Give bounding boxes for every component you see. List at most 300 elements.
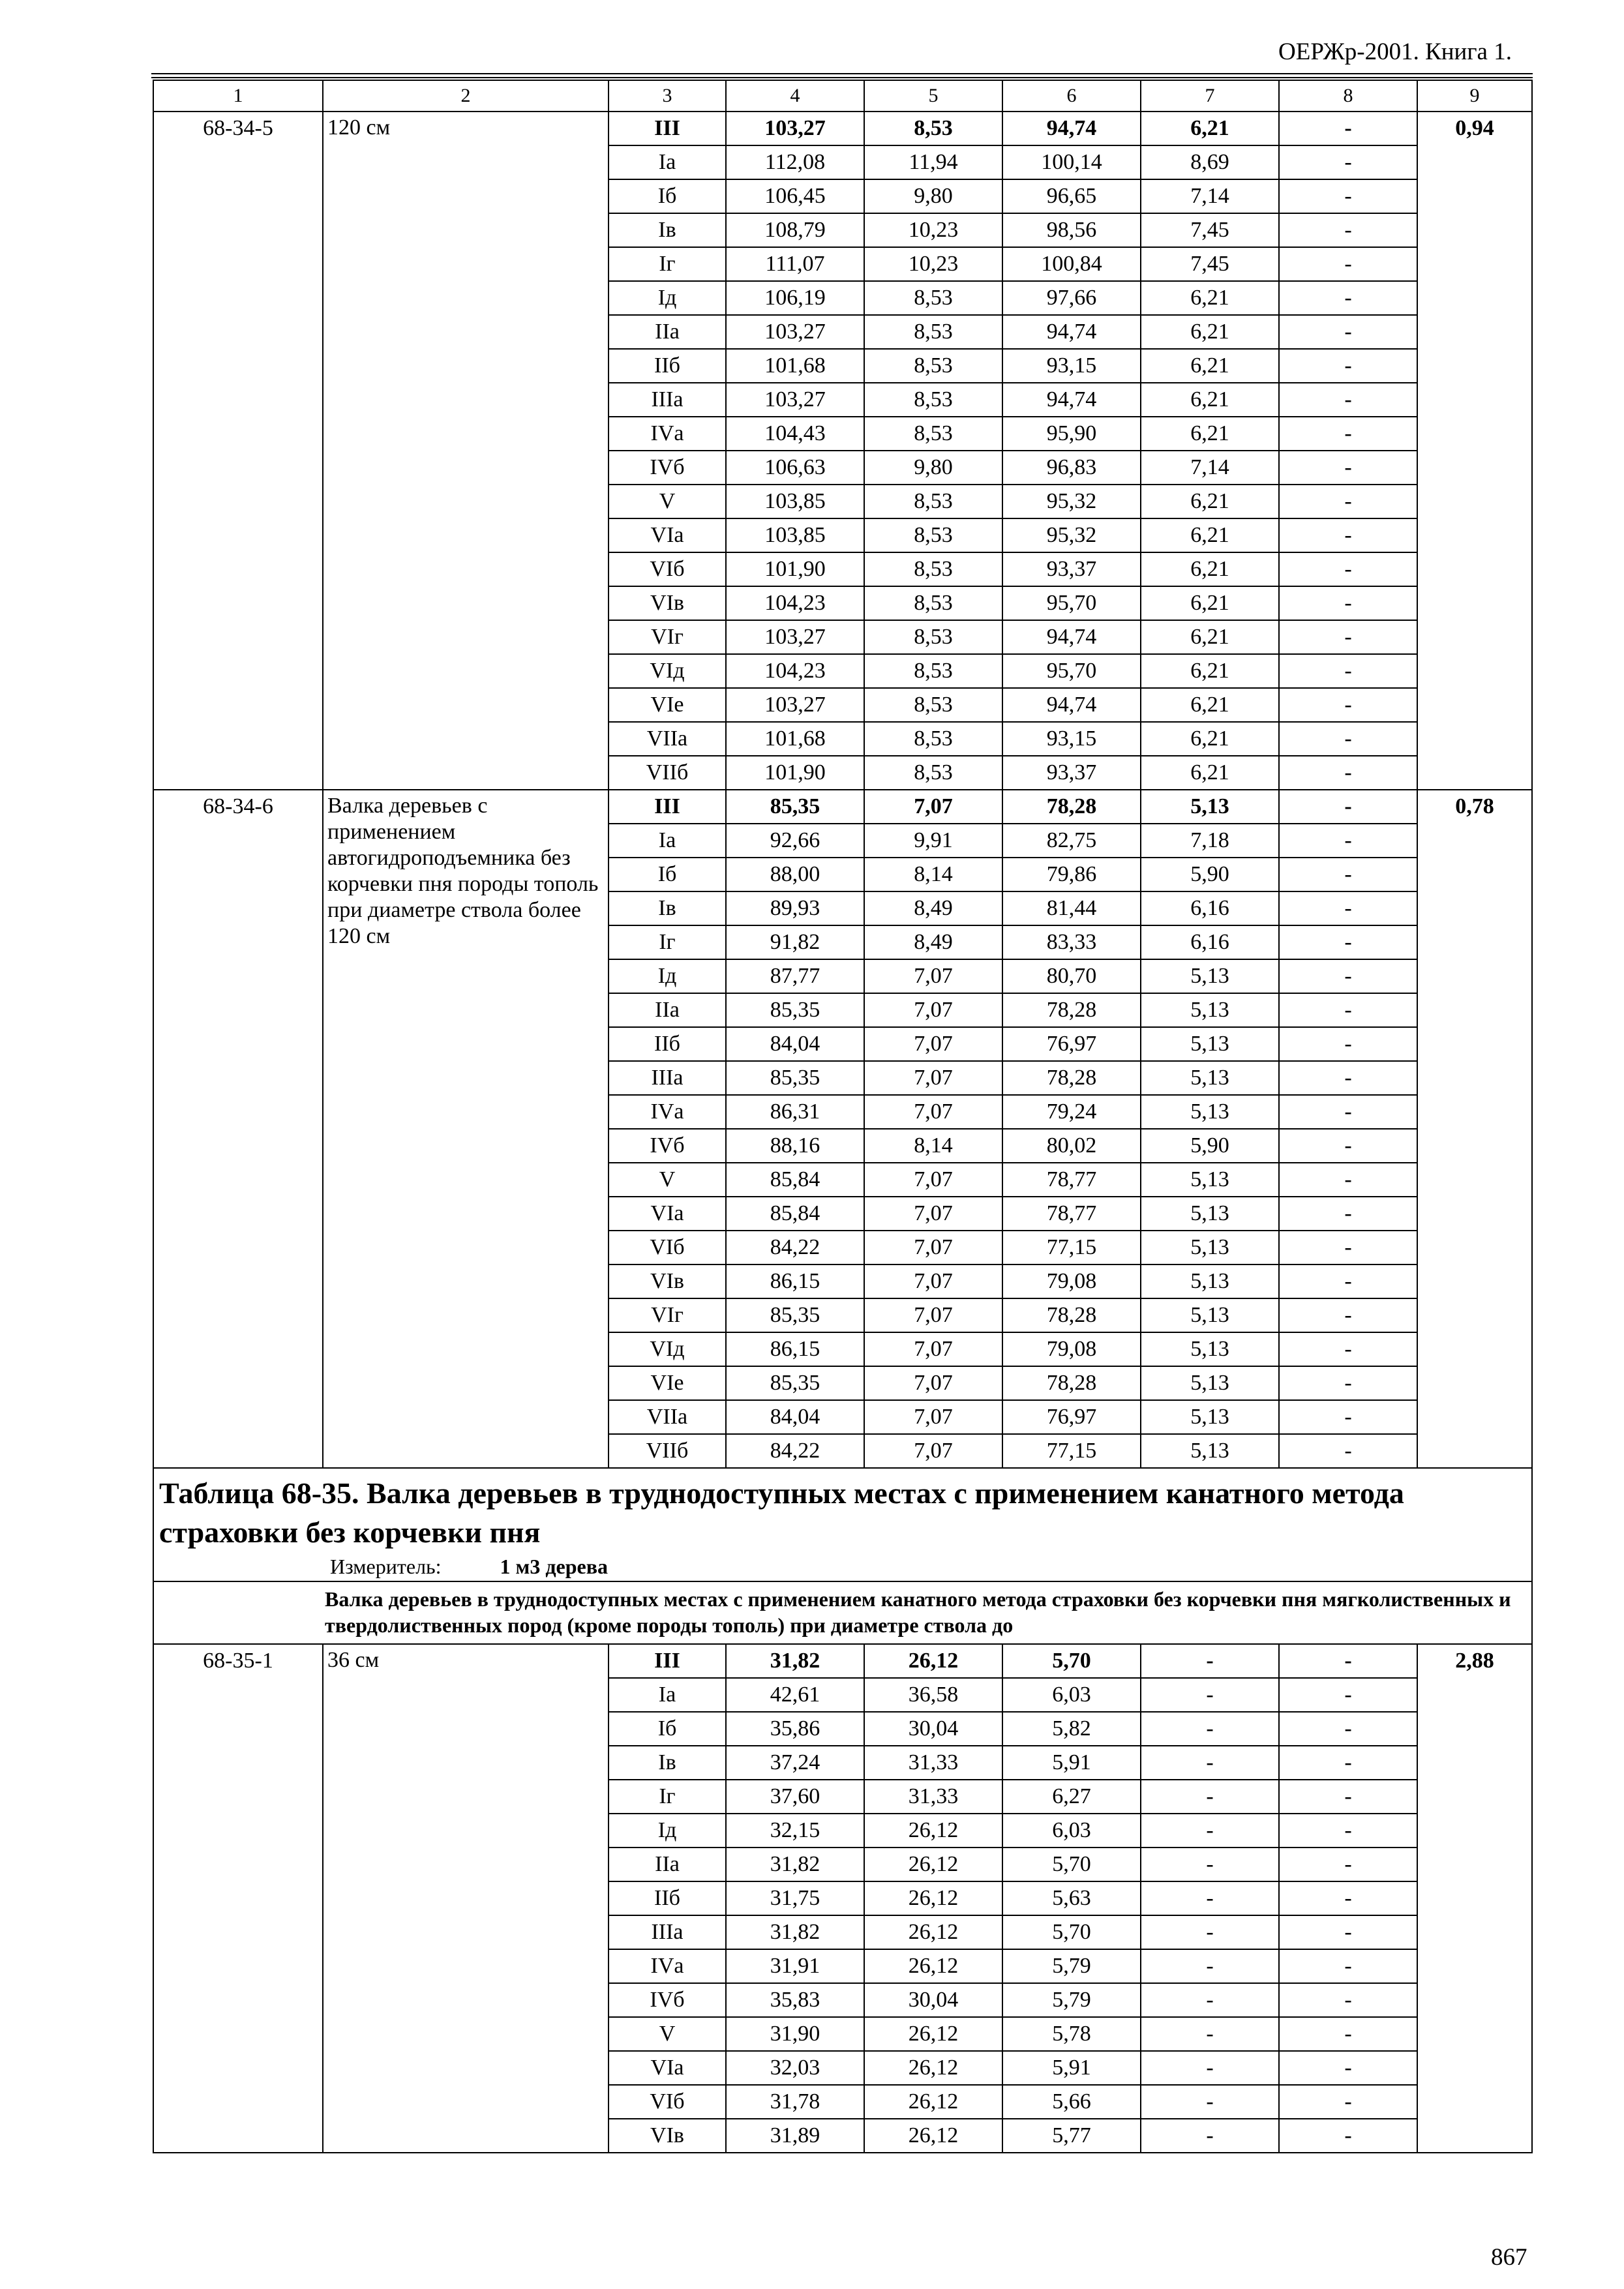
value-cell: - [1279, 179, 1417, 213]
value-cell: 86,15 [726, 1264, 864, 1298]
value-cell: 79,24 [1002, 1095, 1141, 1129]
value-cell: 36,58 [864, 1678, 1002, 1712]
value-cell: 6,21 [1141, 485, 1279, 518]
value-cell: 6,16 [1141, 891, 1279, 925]
value-cell: 31,33 [864, 1746, 1002, 1780]
zone-cell: VIб [609, 2085, 726, 2119]
value-cell: 101,90 [726, 756, 864, 790]
value-cell: 6,21 [1141, 722, 1279, 756]
value-cell: - [1279, 518, 1417, 552]
zone-cell: Iг [609, 1780, 726, 1814]
value-cell: - [1279, 1814, 1417, 1848]
value-cell: 93,37 [1002, 756, 1141, 790]
value-cell: - [1279, 925, 1417, 959]
value-cell: 32,03 [726, 2051, 864, 2085]
value-cell: 9,80 [864, 451, 1002, 485]
zone-cell: IIIа [609, 383, 726, 417]
value-cell: 26,12 [864, 2017, 1002, 2051]
value-cell: 108,79 [726, 213, 864, 247]
value-cell: 93,15 [1002, 722, 1141, 756]
zone-cell: IIа [609, 1848, 726, 1881]
value-cell: 31,90 [726, 2017, 864, 2051]
value-cell: 8,53 [864, 722, 1002, 756]
zone-cell: VIв [609, 1264, 726, 1298]
value-cell: 80,70 [1002, 959, 1141, 993]
value-cell: - [1279, 756, 1417, 790]
value-cell: 5,13 [1141, 1264, 1279, 1298]
value-cell: 6,16 [1141, 925, 1279, 959]
value-cell: 106,63 [726, 451, 864, 485]
value-cell: - [1279, 552, 1417, 586]
value-cell: - [1279, 213, 1417, 247]
value-cell: 5,13 [1141, 1366, 1279, 1400]
value-cell: 42,61 [726, 1678, 864, 1712]
value-cell: - [1141, 2119, 1279, 2153]
value-cell: 95,70 [1002, 586, 1141, 620]
value-cell: 84,22 [726, 1434, 864, 1468]
value-cell: 5,13 [1141, 1332, 1279, 1366]
zone-cell: Iб [609, 1712, 726, 1746]
value-cell: 31,89 [726, 2119, 864, 2153]
value-cell: 6,27 [1002, 1780, 1141, 1814]
value-cell: 6,03 [1002, 1814, 1141, 1848]
zone-cell: Iд [609, 959, 726, 993]
value-cell: 11,94 [864, 145, 1002, 179]
value-cell: 6,21 [1141, 417, 1279, 451]
zone-cell: VIг [609, 620, 726, 654]
value-cell: 32,15 [726, 1814, 864, 1848]
value-cell: 84,22 [726, 1231, 864, 1264]
value-cell: 5,79 [1002, 1949, 1141, 1983]
value-cell: 5,63 [1002, 1881, 1141, 1915]
zone-cell: IVа [609, 417, 726, 451]
value-cell: 37,24 [726, 1746, 864, 1780]
value-cell: 104,23 [726, 586, 864, 620]
rate-description: 120 см [323, 112, 609, 790]
value-cell: 79,86 [1002, 858, 1141, 891]
zone-cell: IIа [609, 993, 726, 1027]
value-cell: 5,13 [1141, 1095, 1279, 1129]
value-cell: - [1279, 349, 1417, 383]
value-cell: - [1141, 1780, 1279, 1814]
value-cell: - [1279, 417, 1417, 451]
zone-cell: Iд [609, 1814, 726, 1848]
zone-cell: VIIа [609, 722, 726, 756]
value-cell: - [1279, 1366, 1417, 1400]
zone-cell: VIб [609, 1231, 726, 1264]
value-cell: - [1279, 824, 1417, 858]
value-cell: 5,13 [1141, 1027, 1279, 1061]
value-cell: 103,85 [726, 485, 864, 518]
value-cell: 7,07 [864, 790, 1002, 824]
column-number: 6 [1002, 80, 1141, 112]
value-cell: - [1279, 451, 1417, 485]
value-cell: 80,02 [1002, 1129, 1141, 1163]
value-cell: 83,33 [1002, 925, 1141, 959]
value-cell: 7,07 [864, 1400, 1002, 1434]
measure-line [159, 1552, 1526, 1581]
value-cell: 6,21 [1141, 620, 1279, 654]
page-number: 867 [1491, 2244, 1527, 2271]
zone-cell: V [609, 2017, 726, 2051]
value-cell: - [1279, 2051, 1417, 2085]
table-body [153, 80, 1532, 2153]
value-cell: 85,84 [726, 1197, 864, 1231]
value-cell: - [1141, 1644, 1279, 1678]
value-cell: 5,70 [1002, 1848, 1141, 1881]
zone-cell: Iа [609, 1678, 726, 1712]
value-cell: - [1279, 688, 1417, 722]
value-cell: 8,53 [864, 756, 1002, 790]
zone-cell: VIг [609, 1298, 726, 1332]
value-cell: 79,08 [1002, 1332, 1141, 1366]
value-cell: 8,53 [864, 349, 1002, 383]
value-cell: 5,78 [1002, 2017, 1141, 2051]
value-cell: - [1279, 1712, 1417, 1746]
value-cell: - [1141, 1915, 1279, 1949]
zone-cell: Iг [609, 247, 726, 281]
value-cell: 5,13 [1141, 959, 1279, 993]
value-cell: - [1279, 1095, 1417, 1129]
value-cell: 5,13 [1141, 1400, 1279, 1434]
value-cell: - [1141, 1712, 1279, 1746]
zone-cell: V [609, 1163, 726, 1197]
value-cell: 76,97 [1002, 1027, 1141, 1061]
value-cell: 101,68 [726, 349, 864, 383]
value-cell: 7,07 [864, 1434, 1002, 1468]
value-cell: - [1279, 790, 1417, 824]
value-cell: - [1279, 1264, 1417, 1298]
value-cell: - [1279, 1027, 1417, 1061]
value-cell: - [1279, 1298, 1417, 1332]
value-cell: - [1279, 1400, 1417, 1434]
zone-cell: VIIа [609, 1400, 726, 1434]
zone-cell: VIв [609, 586, 726, 620]
value-cell: - [1279, 1881, 1417, 1915]
header-rule [151, 73, 1533, 78]
value-cell: 5,70 [1002, 1915, 1141, 1949]
value-cell: 78,28 [1002, 1061, 1141, 1095]
value-cell: - [1279, 2017, 1417, 2051]
zone-cell: VIа [609, 1197, 726, 1231]
rate-description: 36 см [323, 1644, 609, 2153]
value-cell: 6,21 [1141, 349, 1279, 383]
value-cell: 79,08 [1002, 1264, 1141, 1298]
value-cell: 84,04 [726, 1400, 864, 1434]
column-number: 7 [1141, 80, 1279, 112]
total-value: 0,78 [1417, 790, 1532, 1468]
value-cell: 8,69 [1141, 145, 1279, 179]
value-cell: 6,21 [1141, 586, 1279, 620]
value-cell: 94,74 [1002, 112, 1141, 145]
value-cell: 8,53 [864, 112, 1002, 145]
value-cell: - [1279, 1644, 1417, 1678]
value-cell: 104,23 [726, 654, 864, 688]
column-number: 3 [609, 80, 726, 112]
zone-cell: VIIб [609, 756, 726, 790]
value-cell: - [1279, 858, 1417, 891]
value-cell: 5,66 [1002, 2085, 1141, 2119]
zone-cell: Iб [609, 179, 726, 213]
value-cell: 8,53 [864, 586, 1002, 620]
value-cell: - [1141, 1678, 1279, 1712]
value-cell: 9,80 [864, 179, 1002, 213]
sub-heading-row [153, 1581, 1532, 1644]
zone-cell: Iг [609, 925, 726, 959]
value-cell: 8,53 [864, 552, 1002, 586]
value-cell: 5,82 [1002, 1712, 1141, 1746]
value-cell: 94,74 [1002, 620, 1141, 654]
table-title-row [153, 1468, 1532, 1581]
page-header: ОЕРЖр-2001. Книга 1. [1278, 38, 1512, 65]
value-cell: - [1141, 2085, 1279, 2119]
zone-cell: Iв [609, 891, 726, 925]
rate-code: 68-34-5 [153, 112, 323, 790]
value-cell: 5,91 [1002, 2051, 1141, 2085]
value-cell: 94,74 [1002, 688, 1141, 722]
value-cell: 5,13 [1141, 1434, 1279, 1468]
value-cell: 31,33 [864, 1780, 1002, 1814]
value-cell: 8,49 [864, 925, 1002, 959]
value-cell: 103,27 [726, 112, 864, 145]
value-cell: 7,45 [1141, 213, 1279, 247]
value-cell: 6,21 [1141, 688, 1279, 722]
rates-table [153, 80, 1533, 2153]
zone-cell: IVб [609, 451, 726, 485]
value-cell: 85,35 [726, 790, 864, 824]
value-cell: 87,77 [726, 959, 864, 993]
value-cell: - [1141, 2051, 1279, 2085]
value-cell: 7,07 [864, 1366, 1002, 1400]
value-cell: 7,45 [1141, 247, 1279, 281]
value-cell: 8,53 [864, 485, 1002, 518]
value-cell: - [1279, 1163, 1417, 1197]
value-cell: - [1279, 1915, 1417, 1949]
zone-cell: VIб [609, 552, 726, 586]
value-cell: - [1279, 959, 1417, 993]
measure-value: 1 м3 дерева [500, 1555, 608, 1578]
zone-cell: Iв [609, 1746, 726, 1780]
value-cell: 98,56 [1002, 213, 1141, 247]
zone-cell: V [609, 485, 726, 518]
value-cell: 92,66 [726, 824, 864, 858]
value-cell: 8,53 [864, 620, 1002, 654]
value-cell: 7,07 [864, 959, 1002, 993]
value-cell: 6,21 [1141, 518, 1279, 552]
value-cell: 95,32 [1002, 485, 1141, 518]
zone-cell: IIб [609, 1881, 726, 1915]
value-cell: 35,86 [726, 1712, 864, 1746]
value-cell: 103,27 [726, 688, 864, 722]
value-cell: 26,12 [864, 1915, 1002, 1949]
value-cell: 97,66 [1002, 281, 1141, 315]
zone-cell: IIIа [609, 1061, 726, 1095]
value-cell: 96,65 [1002, 179, 1141, 213]
value-cell: 86,31 [726, 1095, 864, 1129]
value-cell: 7,07 [864, 1061, 1002, 1095]
value-cell: 31,78 [726, 2085, 864, 2119]
value-cell: 31,75 [726, 1881, 864, 1915]
value-cell: 7,07 [864, 1231, 1002, 1264]
value-cell: 8,53 [864, 281, 1002, 315]
value-cell: 7,07 [864, 1095, 1002, 1129]
rate-code: 68-34-6 [153, 790, 323, 1468]
value-cell: - [1279, 620, 1417, 654]
value-cell: 26,12 [864, 2119, 1002, 2153]
value-cell: 7,07 [864, 993, 1002, 1027]
value-cell: 77,15 [1002, 1231, 1141, 1264]
value-cell: - [1141, 1949, 1279, 1983]
value-cell: 26,12 [864, 1881, 1002, 1915]
value-cell: 96,83 [1002, 451, 1141, 485]
zone-cell: VIе [609, 688, 726, 722]
value-cell: 5,91 [1002, 1746, 1141, 1780]
value-cell: - [1279, 891, 1417, 925]
value-cell: 93,37 [1002, 552, 1141, 586]
value-cell: 88,00 [726, 858, 864, 891]
value-cell: 7,14 [1141, 179, 1279, 213]
value-cell: 101,90 [726, 552, 864, 586]
value-cell: 78,28 [1002, 1298, 1141, 1332]
zone-cell: Iд [609, 281, 726, 315]
value-cell: 82,75 [1002, 824, 1141, 858]
value-cell: 81,44 [1002, 891, 1141, 925]
value-cell: 101,68 [726, 722, 864, 756]
value-cell: 111,07 [726, 247, 864, 281]
value-cell: 6,21 [1141, 112, 1279, 145]
value-cell: 78,77 [1002, 1197, 1141, 1231]
value-cell: 95,70 [1002, 654, 1141, 688]
value-cell: 5,90 [1141, 1129, 1279, 1163]
column-number: 9 [1417, 80, 1532, 112]
value-cell: 8,53 [864, 654, 1002, 688]
value-cell: 6,21 [1141, 281, 1279, 315]
zone-cell: VIа [609, 2051, 726, 2085]
value-cell: - [1141, 1983, 1279, 2017]
value-cell: 7,07 [864, 1197, 1002, 1231]
value-cell: 7,18 [1141, 824, 1279, 858]
value-cell: 5,77 [1002, 2119, 1141, 2153]
value-cell: - [1279, 281, 1417, 315]
value-cell: 6,21 [1141, 654, 1279, 688]
column-number: 5 [864, 80, 1002, 112]
value-cell: 8,53 [864, 518, 1002, 552]
value-cell: 7,07 [864, 1264, 1002, 1298]
value-cell: - [1141, 1848, 1279, 1881]
value-cell: 10,23 [864, 247, 1002, 281]
value-cell: - [1279, 1949, 1417, 1983]
value-cell: 78,28 [1002, 790, 1141, 824]
value-cell: 31,82 [726, 1848, 864, 1881]
value-cell: 8,49 [864, 891, 1002, 925]
table-row [153, 1644, 1532, 1678]
value-cell: 7,14 [1141, 451, 1279, 485]
value-cell: - [1141, 1746, 1279, 1780]
value-cell: - [1279, 1129, 1417, 1163]
value-cell: 5,13 [1141, 1163, 1279, 1197]
value-cell: 31,91 [726, 1949, 864, 1983]
value-cell: - [1279, 586, 1417, 620]
value-cell: 88,16 [726, 1129, 864, 1163]
value-cell: 6,21 [1141, 552, 1279, 586]
value-cell: 26,12 [864, 2051, 1002, 2085]
value-cell: 8,53 [864, 315, 1002, 349]
value-cell: 31,82 [726, 1644, 864, 1678]
value-cell: 103,27 [726, 383, 864, 417]
value-cell: - [1279, 654, 1417, 688]
value-cell: 10,23 [864, 213, 1002, 247]
table-title: Таблица 68-35. Валка деревьев в труднодоступных местах с применением канатного метода страховки без корчевки пня [159, 1476, 1404, 1549]
total-value: 2,88 [1417, 1644, 1532, 2153]
value-cell: 37,60 [726, 1780, 864, 1814]
rate-code: 68-35-1 [153, 1644, 323, 2153]
zone-cell: IIа [609, 315, 726, 349]
value-cell: - [1279, 1231, 1417, 1264]
value-cell: 94,74 [1002, 383, 1141, 417]
value-cell: 5,13 [1141, 790, 1279, 824]
value-cell: - [1279, 145, 1417, 179]
value-cell: 8,53 [864, 688, 1002, 722]
column-number: 2 [323, 80, 609, 112]
value-cell: - [1279, 1434, 1417, 1468]
value-cell: - [1141, 2017, 1279, 2051]
table-row [153, 790, 1532, 824]
value-cell: 7,07 [864, 1027, 1002, 1061]
zone-cell: III [609, 112, 726, 145]
value-cell: 5,90 [1141, 858, 1279, 891]
value-cell: 85,35 [726, 993, 864, 1027]
value-cell: 8,53 [864, 417, 1002, 451]
value-cell: 95,90 [1002, 417, 1141, 451]
zone-cell: III [609, 1644, 726, 1678]
value-cell: 78,77 [1002, 1163, 1141, 1197]
value-cell: 30,04 [864, 1712, 1002, 1746]
zone-cell: VIд [609, 654, 726, 688]
value-cell: - [1279, 2085, 1417, 2119]
zone-cell: IIб [609, 349, 726, 383]
column-number: 4 [726, 80, 864, 112]
value-cell: 77,15 [1002, 1434, 1141, 1468]
value-cell: 104,43 [726, 417, 864, 451]
value-cell: 8,53 [864, 383, 1002, 417]
zone-cell: III [609, 790, 726, 824]
value-cell: 93,15 [1002, 349, 1141, 383]
value-cell: 31,82 [726, 1915, 864, 1949]
value-cell: 5,13 [1141, 993, 1279, 1027]
value-cell: 26,12 [864, 1949, 1002, 1983]
value-cell: 26,12 [864, 1814, 1002, 1848]
value-cell: - [1279, 112, 1417, 145]
value-cell: - [1279, 1983, 1417, 2017]
value-cell: - [1279, 722, 1417, 756]
value-cell: 6,21 [1141, 315, 1279, 349]
zone-cell: IIIа [609, 1915, 726, 1949]
value-cell: 106,45 [726, 179, 864, 213]
value-cell: - [1279, 1678, 1417, 1712]
value-cell: 6,21 [1141, 383, 1279, 417]
zone-cell: IVб [609, 1129, 726, 1163]
zone-cell: IVа [609, 1949, 726, 1983]
value-cell: 8,14 [864, 1129, 1002, 1163]
column-number-row [153, 80, 1532, 112]
zone-cell: VIа [609, 518, 726, 552]
value-cell: 85,35 [726, 1061, 864, 1095]
value-cell: 100,14 [1002, 145, 1141, 179]
rate-description: Валка деревьев с применением автогидроподъемника без корчевки пня породы тополь при диаметре ствола более 120 см [323, 790, 609, 1468]
zone-cell: VIIб [609, 1434, 726, 1468]
zone-cell: Iб [609, 858, 726, 891]
zone-cell: Iв [609, 213, 726, 247]
